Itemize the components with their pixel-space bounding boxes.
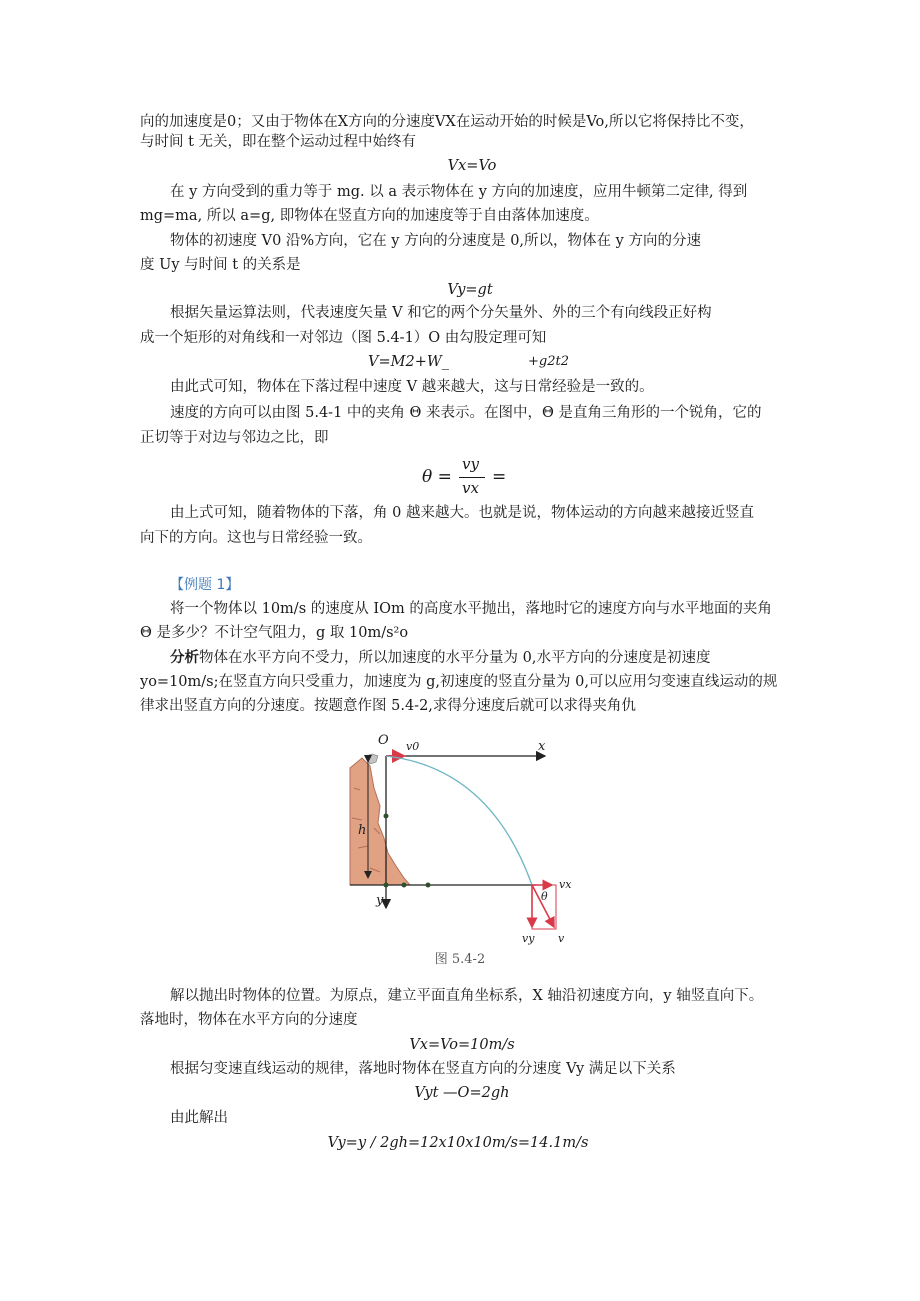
label-vx: vx	[559, 878, 572, 891]
analysis-text: 物体在水平方向不受力，所以加速度的水平分量为 0,水平方向的分速度是初速度	[199, 650, 711, 666]
formula-v-b: +g2t2	[528, 354, 569, 369]
text-line: yo=10m/s;在竖直方向只受重力，加速度为 g,初速度的竖直分量为 0,可以应用匀变速直线运动的规	[140, 674, 778, 690]
fraction-bar	[459, 477, 485, 478]
label-x: x	[538, 739, 546, 754]
tan-numerator: vy	[462, 455, 479, 473]
text-line: 度 Uy 与时间 t 的关系是	[140, 257, 301, 273]
text-line: 根据匀变速直线运动的规律，落地时物体在竖直方向的分速度 Vy 满足以下关系	[170, 1061, 676, 1077]
text-line: 将一个物体以 10m/s 的速度从 IOm 的高度水平抛出，落地时它的速度方向与水平地面的夹角	[170, 601, 772, 617]
text-line: 速度的方向可以由图 5.4-1 中的夹角 Θ 来表示。在图中，Θ 是直角三角形的一个锐角，它的	[170, 405, 762, 421]
analysis-line	[170, 648, 710, 668]
text-line: 成一个矩形的对角线和一对邻边（图 5.4-1）O 由勾股定理可知	[140, 330, 547, 346]
label-theta: θ	[541, 890, 548, 903]
figure-caption: 图 5.4-2	[434, 952, 486, 967]
analysis-label: 分析	[170, 650, 199, 666]
text-line: 在 y 方向受到的重力等于 mg. 以 a 表示物体在 y 方向的加速度，应用牛顿第二定律, 得到	[170, 184, 748, 200]
label-h: h	[358, 823, 367, 838]
text-line: 落地时，物体在水平方向的分速度	[140, 1012, 358, 1028]
tan-equals: =	[492, 467, 507, 487]
position-dot	[402, 883, 407, 888]
example-heading: 【例题 1】	[170, 577, 240, 593]
label-vy: vy	[522, 932, 535, 945]
tan-lhs: θ =	[422, 467, 452, 487]
text-line: 物体的初速度 V0 沿%方向，它在 y 方向的分速度是 0,所以，物体在 y 方向的分速	[170, 233, 701, 249]
text-line: 正切等于对边与邻边之比，即	[140, 430, 329, 446]
position-dot	[384, 883, 389, 888]
text-line: 与时间 t 无关，即在整个运动过程中始终有	[140, 134, 417, 150]
label-v0: v0	[406, 740, 420, 753]
tan-formula	[422, 455, 532, 501]
formula-vy-relation: Vyt —O=2gh	[414, 1085, 510, 1101]
projectile-figure	[340, 728, 600, 946]
text-line: mg=ma, 所以 a=g, 即物体在竖直方向的加速度等于自由落体加速度。	[140, 208, 599, 224]
formula-vx: Vx=Vo	[447, 158, 497, 174]
formula-vy-value: Vy=y / 2gh=12x10x10m/s=14.1m/s	[327, 1135, 589, 1151]
text-line: 由上式可知，随着物体的下落，角 0 越来越大。也就是说，物体运动的方向越来越接近竖直	[170, 505, 754, 521]
label-v: v	[558, 932, 565, 945]
formula-vx-value: Vx=Vo=10m/s	[409, 1037, 515, 1053]
position-dot	[384, 814, 389, 819]
text-line: Θ 是多少？不计空气阻力，g 取 10m/s²o	[140, 625, 409, 641]
label-y: y	[376, 893, 384, 908]
text-line: 由此式可知，物体在下落过程中速度 V 越来越大，这与日常经验是一致的。	[170, 379, 654, 395]
position-dot	[426, 883, 431, 888]
formula-vy: Vy=gt	[447, 282, 493, 298]
text-line: 解以抛出时物体的位置。为原点，建立平面直角坐标系，X 轴沿初速度方向，y 轴竖直向下。	[170, 988, 764, 1004]
text-line: 由此解出	[170, 1110, 228, 1126]
cliff-shape	[350, 758, 410, 885]
tan-denominator: vx	[462, 479, 479, 497]
label-o: O	[378, 733, 389, 748]
formula-v-a: V=M2+W_	[368, 354, 449, 370]
text-line: 根据矢量运算法则，代表速度矢量 V 和它的两个分矢量外、外的三个有向线段正好构	[170, 305, 712, 321]
text-line: 向下的方向。这也与日常经验一致。	[140, 530, 372, 546]
trajectory-curve	[386, 756, 532, 885]
text-line: 律求出竖直方向的分速度。按题意作图 5.4-2,求得分速度后就可以求得夹角仇	[140, 698, 636, 714]
text-line: 向的加速度是0；又由于物体在X方向的分速度VX在运动开始的时候是Vo,所以它将保持比不变，	[140, 114, 754, 130]
